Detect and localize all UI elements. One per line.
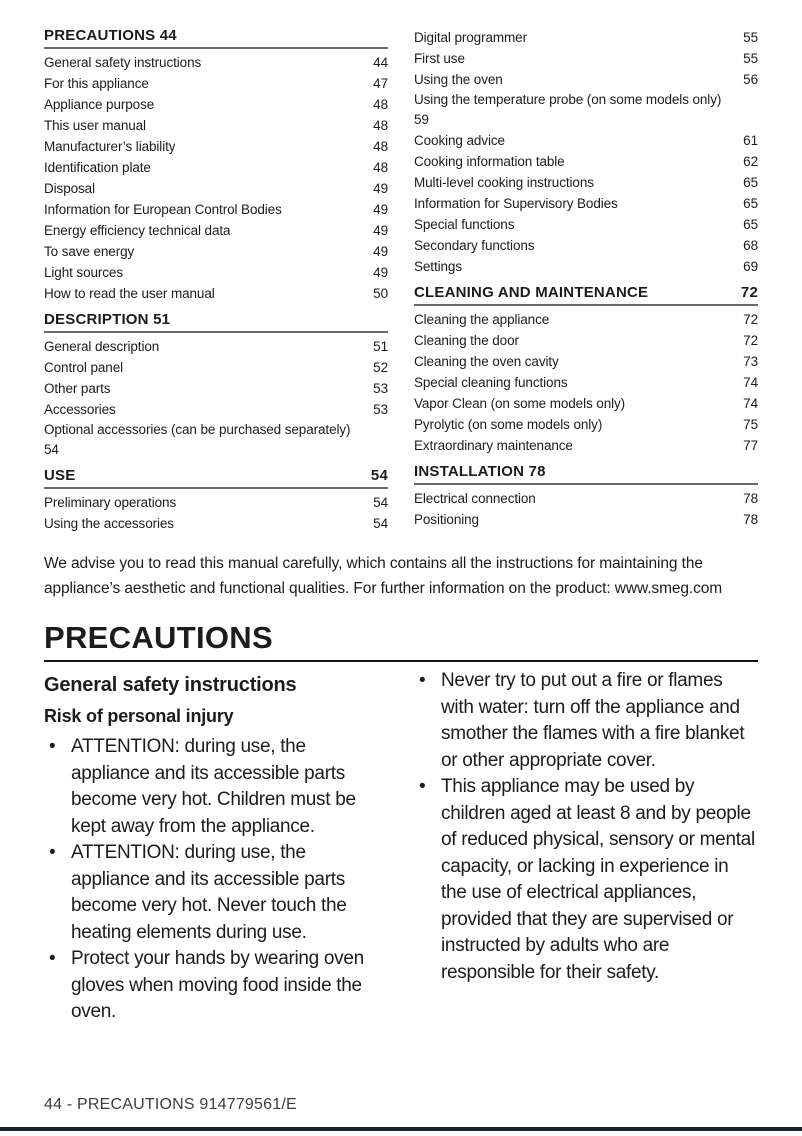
toc-entry-label: Positioning — [414, 512, 479, 527]
chapter-title-rule — [44, 660, 758, 662]
toc-entry-label: Multi-level cooking instructions — [414, 175, 594, 190]
toc-entry — [414, 509, 758, 530]
toc-entry-label: Cleaning the oven cavity — [414, 354, 559, 369]
toc-entry-label: Cleaning the door — [414, 333, 519, 348]
toc-entry-label: Accessories — [44, 402, 116, 417]
toc-entry-page: 72 — [743, 312, 758, 327]
toc-entry-label: Manufacturer’s liability — [44, 139, 176, 154]
toc-entry-page: 68 — [743, 238, 758, 253]
toc-entry-page: 47 — [373, 76, 388, 91]
toc-entry — [44, 283, 388, 304]
bullet-item: • This appliance may be used by children aged at least 8 and by people of reduced physical, sensory or mental capacity, or lacking in experience in the use of electrical appliances, provided that they are supervised or instructed by adults who are responsible for their safety. — [414, 774, 758, 986]
toc-entry-page: 49 — [373, 202, 388, 217]
toc-entry-page: 44 — [373, 55, 388, 70]
toc-entry-label: Light sources — [44, 265, 123, 280]
toc-entry-page: 77 — [743, 438, 758, 453]
toc-entry-label: Energy efficiency technical data — [44, 223, 231, 238]
bullet-list-right — [414, 668, 758, 986]
toc-entry — [414, 48, 758, 69]
toc-section-title: USE — [44, 467, 76, 484]
toc-section-header — [44, 27, 388, 49]
toc-entry — [44, 420, 388, 460]
toc-entry-page: 65 — [743, 196, 758, 211]
toc-entry-page: 48 — [373, 97, 388, 112]
toc-entry-page: 48 — [373, 118, 388, 133]
toc-entry-page: 65 — [743, 175, 758, 190]
toc-entry-page: 53 — [373, 381, 388, 396]
toc-column-left — [44, 27, 388, 534]
toc-entry-label: Vapor Clean (on some models only) — [414, 396, 626, 411]
toc-entry-label: Using the oven — [414, 72, 503, 87]
toc-entry-label: Information for Supervisory Bodies — [414, 196, 618, 211]
toc-entry — [44, 157, 388, 178]
toc-entry — [414, 414, 758, 435]
toc-entry-label: General description — [44, 339, 160, 354]
toc-entry — [44, 399, 388, 420]
toc-entry-label: Special cleaning functions — [414, 375, 568, 390]
toc-entry-label: Using the temperature probe (on some models only) — [414, 92, 722, 107]
toc-entry — [414, 235, 758, 256]
body-column-right — [414, 668, 758, 1026]
toc-entry — [44, 336, 388, 357]
subsection-heading: Risk of personal injury — [44, 706, 234, 726]
toc-entry — [414, 151, 758, 172]
advisory-note: We advise you to read this manual carefully, which contains all the instructions for maintaining the appliance’s aesthetic and functional qualities. For further information on the product: www.smeg.com — [44, 555, 723, 597]
toc-entry-page: 78 — [743, 491, 758, 506]
toc-entry-label: Special functions — [414, 217, 515, 232]
toc-entry — [44, 178, 388, 199]
toc-entry-page: 48 — [373, 139, 388, 154]
toc-entry-page: 50 — [373, 286, 388, 301]
toc-entry-page: 75 — [743, 417, 758, 432]
toc-entry — [414, 393, 758, 414]
table-of-contents — [44, 27, 758, 534]
toc-entry-page: 49 — [373, 223, 388, 238]
toc-entry — [44, 94, 388, 115]
bullet-item: • ATTENTION: during use, the appliance and its accessible parts become very hot. Never touch the heating elements during use. — [44, 840, 388, 946]
toc-entry-page: 49 — [373, 244, 388, 259]
toc-entry-label: Secondary functions — [414, 238, 535, 253]
toc-entry-label: Extraordinary maintenance — [414, 438, 573, 453]
toc-entry-page: 69 — [743, 259, 758, 274]
body-column-left — [44, 668, 388, 1026]
toc-section-title: CLEANING AND MAINTENANCE — [414, 284, 649, 301]
toc-entry — [414, 69, 758, 90]
toc-entry-label: Information for European Control Bodies — [44, 202, 282, 217]
toc-entry-page: 65 — [743, 217, 758, 232]
toc-entry-label: This user manual — [44, 118, 146, 133]
toc-entry — [44, 73, 388, 94]
toc-entry-page: 61 — [743, 133, 758, 148]
toc-entry — [414, 256, 758, 277]
toc-entry — [414, 90, 758, 130]
toc-entry — [44, 199, 388, 220]
toc-section-header — [414, 463, 758, 485]
toc-entry-label: Appliance purpose — [44, 97, 155, 112]
toc-entry — [44, 378, 388, 399]
bullet-item: • ATTENTION: during use, the appliance and its accessible parts become very hot. Children must be kept away from the appliance. — [44, 734, 388, 840]
toc-section-title: DESCRIPTION 51 — [44, 311, 171, 328]
toc-entry — [414, 130, 758, 151]
toc-entry — [414, 309, 758, 330]
toc-entry-label: Control panel — [44, 360, 124, 375]
toc-entry-label: Electrical connection — [414, 491, 536, 506]
toc-entry-label: Identification plate — [44, 160, 151, 175]
toc-entry-label: General safety instructions — [44, 55, 202, 70]
toc-entry — [414, 172, 758, 193]
toc-entry-label: To save energy — [44, 244, 135, 259]
toc-entry-label: First use — [414, 51, 465, 66]
toc-section-header — [44, 311, 388, 333]
toc-entry — [44, 492, 388, 513]
toc-entry-label: Cleaning the appliance — [414, 312, 550, 327]
toc-section-header — [414, 284, 758, 306]
toc-entry-page: 49 — [373, 181, 388, 196]
toc-entry-page: 52 — [373, 360, 388, 375]
toc-entry-page: 48 — [373, 160, 388, 175]
toc-entry-label: Cooking advice — [414, 133, 505, 148]
toc-entry-page: 55 — [743, 51, 758, 66]
toc-entry-label: Using the accessories — [44, 516, 174, 531]
toc-section-title: INSTALLATION 78 — [414, 463, 546, 480]
toc-entry — [44, 513, 388, 534]
page-bottom-rule — [0, 1127, 802, 1131]
toc-entry-label: For this appliance — [44, 76, 149, 91]
toc-entry-page: 78 — [743, 512, 758, 527]
toc-entry-page: 49 — [373, 265, 388, 280]
toc-entry-label: Pyrolytic (on some models only) — [414, 417, 603, 432]
toc-entry — [414, 330, 758, 351]
toc-entry-label: Preliminary operations — [44, 495, 177, 510]
toc-entry-page: 74 — [743, 375, 758, 390]
toc-entry — [414, 214, 758, 235]
chapter-body — [44, 668, 758, 1026]
toc-section-header — [44, 467, 388, 489]
toc-entry — [44, 115, 388, 136]
toc-section-page: 72 — [740, 284, 758, 301]
toc-column-right — [414, 27, 758, 534]
toc-entry — [414, 488, 758, 509]
toc-entry-page: 74 — [743, 396, 758, 411]
toc-entry-page: 73 — [743, 354, 758, 369]
toc-section-title: PRECAUTIONS 44 — [44, 27, 177, 44]
bullet-list-left — [44, 734, 388, 1026]
toc-entry-page: 55 — [743, 30, 758, 45]
toc-entry-label: How to read the user manual — [44, 286, 215, 301]
toc-entry-page: 56 — [743, 72, 758, 87]
toc-entry — [44, 357, 388, 378]
toc-entry-label: Digital programmer — [414, 30, 527, 45]
chapter-title: PRECAUTIONS — [44, 620, 273, 655]
toc-entry — [44, 220, 388, 241]
toc-entry-page: 53 — [373, 402, 388, 417]
toc-entry-label: Other parts — [44, 381, 111, 396]
toc-section-page: 54 — [370, 467, 388, 484]
bullet-item: • Protect your hands by wearing oven gloves when moving food inside the oven. — [44, 946, 388, 1026]
toc-entry-page: 51 — [373, 339, 388, 354]
toc-entry-page: 59 — [414, 112, 429, 127]
toc-entry — [414, 351, 758, 372]
toc-entry — [44, 136, 388, 157]
toc-entry-label: Cooking information table — [414, 154, 565, 169]
bullet-item: • Never try to put out a fire or flames with water: turn off the appliance and smother the flames with a fire blanket or other appropriate cover. — [414, 668, 758, 774]
toc-entry-label: Optional accessories (can be purchased separately) — [44, 422, 351, 437]
toc-entry — [44, 52, 388, 73]
toc-entry — [414, 27, 758, 48]
page-footer: 44 - PRECAUTIONS 914779561/E — [44, 1096, 297, 1113]
section-heading: General safety instructions — [44, 674, 297, 696]
toc-entry-page: 54 — [373, 495, 388, 510]
toc-entry — [414, 372, 758, 393]
toc-entry — [414, 435, 758, 456]
toc-entry-label: Disposal — [44, 181, 95, 196]
toc-entry-label: Settings — [414, 259, 462, 274]
toc-entry — [44, 241, 388, 262]
toc-entry-page: 54 — [44, 442, 59, 457]
toc-entry — [414, 193, 758, 214]
toc-entry-page: 54 — [373, 516, 388, 531]
toc-entry-page: 62 — [743, 154, 758, 169]
toc-entry — [44, 262, 388, 283]
toc-entry-page: 72 — [743, 333, 758, 348]
